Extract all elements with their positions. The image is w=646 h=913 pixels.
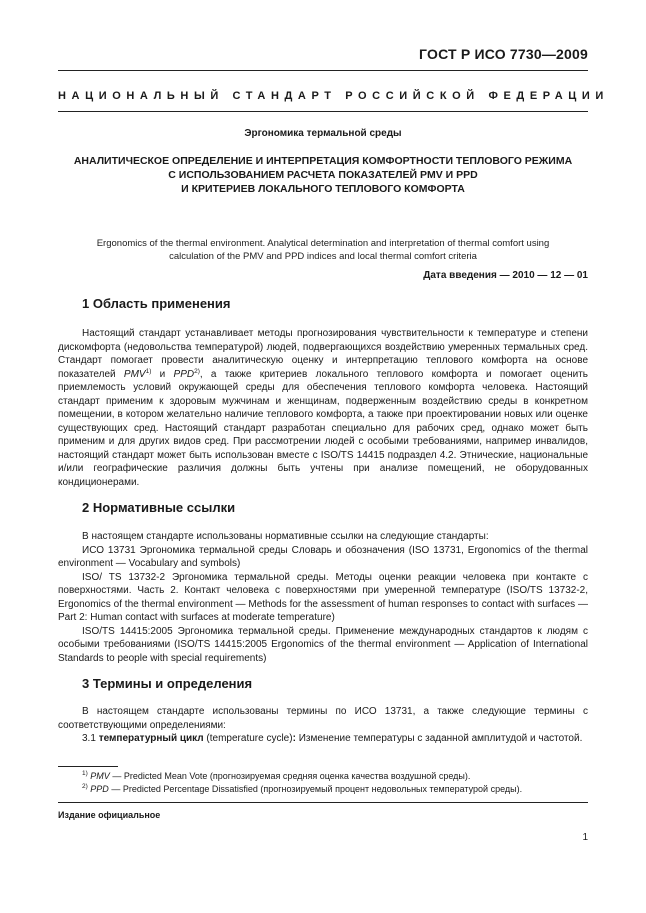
term-definition: Изменение температуры с заданной амплитудой и частотой. (295, 733, 583, 744)
footnote-ref-1[interactable]: 1) (145, 367, 152, 375)
term-name: температурный цикл (98, 733, 204, 744)
section-1-body (58, 327, 588, 489)
section-1-text-b: , а также критериев локального теплового комфорта и помогает оценить приемлемость условий окружающей среды для обеспечения теплового комфорта человека. Настоящий стандарт применим к здоровым мужчинам и женщинам, подверженным воздействию среды в конкретном помещении, в котором желательно наличие теплового комфорта, а также при проектировании новых или оценке существующих сред. Настоящий стандарт разработан специально для рабочих сред, однако может быть применим и для других видов сред. При рассмотрении людей с особыми требованиями, например инвалидов, настоящий стандарт может быть использован вместе с ISO/TS 14415 подраздел 4.2. Этнические, национальные и/или географические различия должны быть учтены при анализе помещений, не оборудованных кондиционерами. (58, 368, 588, 488)
section-2-paragraph-1: В настоящем стандарте использованы нормативные ссылки на следующие стандарты: (82, 531, 489, 542)
section-2-heading: 2 Нормативные ссылки (82, 500, 236, 515)
footnote-ref-2[interactable]: 2) (194, 367, 200, 375)
footnote-separator (58, 766, 118, 767)
section-3-paragraph-1: В настоящем стандарте использованы термины по ИСО 13731, а также следующие термины с соответствующими определениями: (58, 706, 588, 731)
footnote-1 (58, 770, 588, 783)
term-english: (temperature cycle) (203, 733, 293, 744)
section-1-heading: 1 Область применения (82, 296, 231, 311)
section-2-body (58, 530, 588, 665)
main-title-line-3: И КРИТЕРИЕВ ЛОКАЛЬНОГО ТЕПЛОВОГО КОМФОРТА (181, 183, 465, 195)
main-title (58, 154, 588, 196)
official-edition-label: Издание официальное (58, 810, 161, 820)
term-number: 3.1 (82, 733, 99, 744)
subtitle: Эргономика термальной среды (244, 128, 402, 139)
section-2-paragraph-2: ИСО 13731 Эргономика термальной среды Словарь и обозначения (ISO 13731, Ergonomics of the thermal environment — Vocabulary and symbols) (58, 544, 588, 569)
section-2-paragraph-4: ISO/TS 14415:2005 Эргономика термальной среды. Применение международных стандартов к людям с особыми требованиями (ISO/TS 14415:2005 Ergonomics of the thermal environment — Application of International Standards to people with special requirements) (58, 625, 588, 664)
section-3-term (58, 732, 588, 746)
section-3-heading: 3 Термины и определения (82, 676, 253, 691)
english-title-line-1: Ergonomics of the thermal environment. Analytical determination and interpretation of thermal comfort using (96, 238, 550, 249)
page-number: 1 (582, 832, 588, 843)
footer-rule (58, 802, 588, 803)
footnotes (58, 770, 588, 796)
section-3-body (58, 705, 588, 746)
header-rule (58, 70, 588, 71)
footnote-2-abbr: PPD (90, 784, 109, 794)
pmv-abbr: PMV (123, 368, 146, 380)
term-colon: : (292, 733, 296, 744)
main-title-line-2: С ИСПОЛЬЗОВАНИЕМ РАСЧЕТА ПОКАЗАТЕЛЕЙ PMV И PPD (168, 169, 478, 181)
section-1-paragraph (58, 327, 588, 489)
ppd-abbr: PPD (173, 368, 195, 380)
footnote-2-text: — Predicted Percentage Dissatisfied (прогнозируемый процент недовольных температурой среды). (108, 784, 523, 794)
footnote-2 (58, 783, 588, 796)
national-standard-banner: НАЦИОНАЛЬНЫЙ СТАНДАРТ РОССИЙСКОЙ ФЕДЕРАЦИИ (58, 90, 609, 102)
english-title-line-2: calculation of the PMV and PPD indices and local thermal comfort criteria (169, 251, 477, 262)
footnote-2-mark: 2) (82, 783, 88, 790)
english-title (58, 237, 588, 263)
introduction-date: Дата введения — 2010 — 12 — 01 (423, 270, 588, 281)
section-2-paragraph-3: ISO/ TS 13732-2 Эргономика термальной среды. Методы оценки реакции человека при контакте с поверхностями. Часть 2. Контакт человека с поверхностями при умеренной температуре (ISO/TS 13732-2, Ergonomics of the thermal environment — Methods for the assessment of human responses to contact with surfaces — Part 2: Human contact with surfaces at moderate temperature) (58, 571, 588, 623)
section-1-text-a: Настоящий стандарт устанавливает методы прогнозирования чувствительности к температуре и степени дискомфорта (недовольства температурой) людей, подвергающихся воздействию умеренных термальных сред. Стандарт помогает провести аналитическую оценку и интерпретацию теплового комфорта на основе показателей (58, 328, 588, 380)
and-text: и (151, 368, 174, 380)
footnote-1-text: — Predicted Mean Vote (прогнозируемая средняя оценка качества воздушной среды). (109, 771, 471, 781)
document-code: ГОСТ Р ИСО 7730—2009 (419, 46, 588, 62)
footnote-1-abbr: PMV (90, 771, 110, 781)
banner-rule (58, 111, 588, 112)
footnote-1-mark: 1) (82, 770, 88, 777)
main-title-line-1: АНАЛИТИЧЕСКОЕ ОПРЕДЕЛЕНИЕ И ИНТЕРПРЕТАЦИЯ КОМФОРТНОСТИ ТЕПЛОВОГО РЕЖИМА (73, 155, 573, 167)
